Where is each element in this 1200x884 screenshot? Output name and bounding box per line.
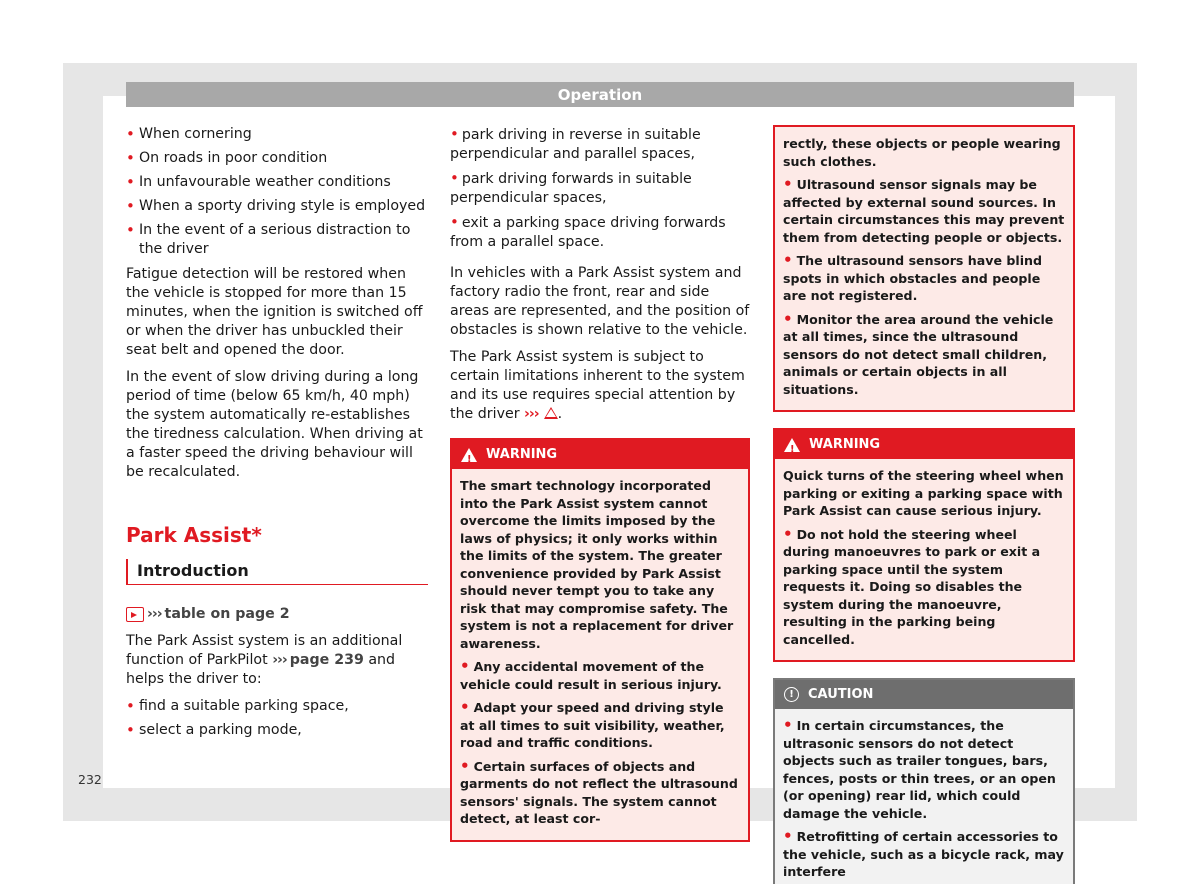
warning-text: rectly, these objects or people wearing such clothes. xyxy=(783,136,1061,169)
warning-box xyxy=(773,428,1075,662)
cross-reference[interactable] xyxy=(126,605,428,624)
arrow-icon: ››› xyxy=(147,606,162,622)
list-item: • find a suitable parking space, xyxy=(126,697,428,716)
paragraph: The Park Assist system is subject to certain limitations inherent to the system and its use requires special attention by the driver ››› . xyxy=(450,349,745,422)
warning-body xyxy=(775,127,1073,410)
list-item: • Monitor the area around the vehicle at all times, since the ultrasound sensors do not detect small children, animals or certain objects in all situations. xyxy=(783,311,1065,399)
list-item: • Certain surfaces of objects and garments do not reflect the ultrasound sensors' signals. The system cannot detect, at least cor- xyxy=(460,758,740,828)
caution-header xyxy=(775,680,1073,709)
list-item: • When cornering xyxy=(126,125,428,144)
caution-box xyxy=(773,678,1075,884)
list-item: • On roads in poor condition xyxy=(126,149,428,168)
caution-label: CAUTION xyxy=(808,687,874,702)
list-item: • park driving forwards in suitable perpendicular spaces, xyxy=(450,169,750,208)
section-header: Operation xyxy=(126,82,1074,107)
warning-icon xyxy=(461,448,477,462)
reference-link[interactable]: table on page 2 xyxy=(164,606,290,622)
list-item: • Ultrasound sensor signals may be affected by external sound sources. In certain circumstances this may prevent them from detecting people or objects. xyxy=(783,176,1065,246)
list-item: • select a parking mode, xyxy=(126,721,428,740)
list-item: • Any accidental movement of the vehicle could result in serious injury. xyxy=(460,658,740,693)
video-icon xyxy=(126,607,144,622)
warning-header xyxy=(775,430,1073,459)
warning-body xyxy=(452,469,748,840)
list-item: • park driving in reverse in suitable perpendicular and parallel spaces, xyxy=(450,125,750,164)
warning-icon xyxy=(784,438,800,452)
list-item: • Do not hold the steering wheel during manoeuvres to park or exit a parking space until the system requests it. Doing so disables the system during the manoeuvre, resulting in the parking being cancelled. xyxy=(783,526,1065,649)
arrow-icon: ››› xyxy=(524,406,539,422)
column-3 xyxy=(773,125,1075,884)
column-1 xyxy=(126,125,428,745)
page-number: 232 xyxy=(78,772,102,787)
warning-box-continued xyxy=(773,125,1075,412)
column-2 xyxy=(450,125,750,842)
list-item: • In certain circumstances, the ultrasonic sensors do not detect objects such as trailer tongues, bars, fences, posts or thin trees, or an open (or opening) rear lid, which could damage the vehicle. xyxy=(783,717,1065,822)
list-item: • exit a parking space driving forwards from a parallel space. xyxy=(450,213,750,252)
list-item: • Retrofitting of certain accessories to the vehicle, such as a bicycle rack, may interfere xyxy=(783,828,1065,881)
warning-label: WARNING xyxy=(486,447,558,462)
paragraph-text: The Park Assist system is an additional function of ParkPilot xyxy=(126,633,403,668)
list-item: • Adapt your speed and driving style at all times to suit visibility, weather, road and traffic conditions. xyxy=(460,699,740,752)
warning-box xyxy=(450,438,750,842)
paragraph: In vehicles with a Park Assist system and factory radio the front, rear and side areas are represented, and the position of obstacles is shown relative to the vehicle. xyxy=(450,265,750,338)
list-item: • In the event of a serious distraction to the driver xyxy=(126,221,428,259)
page-link[interactable]: page 239 xyxy=(289,652,364,668)
warning-body xyxy=(775,459,1073,660)
list-item: • The ultrasound sensors have blind spots in which obstacles and people are not registered. xyxy=(783,252,1065,305)
paragraph: In the event of slow driving during a long period of time (below 65 km/h, 40 mph) the system automatically re-establishes the tiredness calculation. When driving at a faster speed the driving behaviour will be recalculated. xyxy=(126,369,423,480)
section-title: Park Assist* xyxy=(126,523,262,547)
warning-text: Quick turns of the steering wheel when parking or exiting a parking space with Park Assist can cause serious injury. xyxy=(783,468,1064,518)
paragraph xyxy=(126,632,428,689)
warning-icon xyxy=(544,407,558,419)
info-icon: ! xyxy=(784,687,799,702)
list-item: • When a sporty driving style is employed xyxy=(126,197,428,216)
subsection-heading: Introduction xyxy=(126,559,428,585)
paragraph-text: The Park Assist system is subject to certain limitations inherent to the system and its use requires special attention by the driver xyxy=(450,349,745,422)
arrow-icon: ››› xyxy=(272,652,287,668)
warning-text: The smart technology incorporated into the Park Assist system cannot overcome the limits imposed by the laws of physics; it only works within the limits of the system. The greater convenience provided by Park Assist should never tempt you to take any risk that may compromise safety. The system is not a replacement for driver awareness. xyxy=(460,478,734,651)
paragraph: Fatigue detection will be restored when the vehicle is stopped for more than 15 minutes, when the ignition is switched off or when the driver has unbuckled their seat belt and opened the door. xyxy=(126,266,423,358)
caution-body xyxy=(775,709,1073,884)
paragraph-text: and helps the driver to: xyxy=(126,652,396,687)
list-item: • In unfavourable weather conditions xyxy=(126,173,428,192)
warning-label: WARNING xyxy=(809,437,881,452)
warning-header xyxy=(452,440,748,469)
